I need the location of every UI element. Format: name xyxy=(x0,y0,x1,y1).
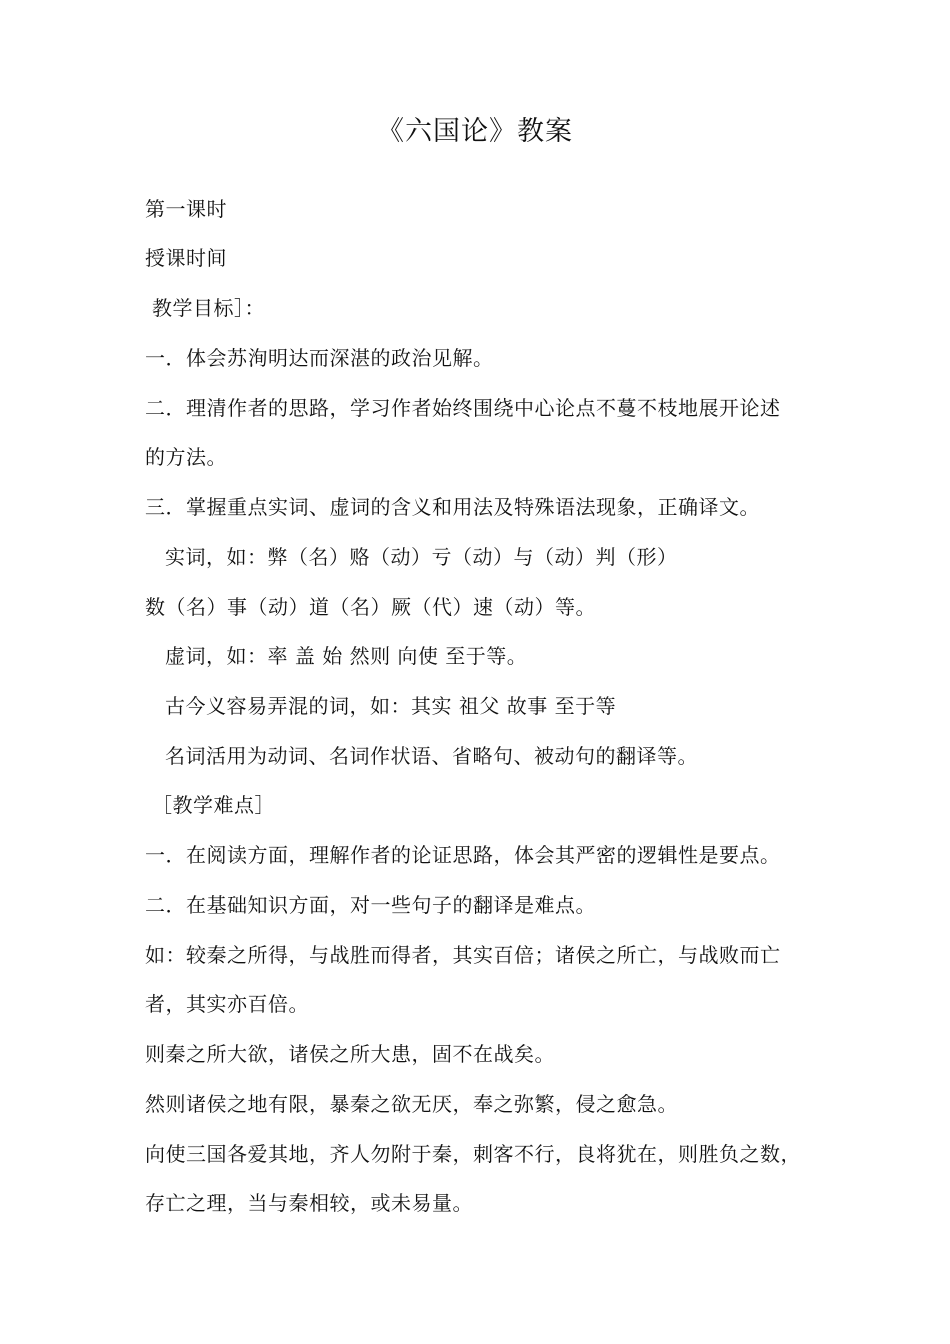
text-line-example-4-cont: 存亡之理，当与秦相较，或未易量。 xyxy=(145,1191,473,1215)
text-line-example-3: 然则诸侯之地有限，暴秦之欲无厌，奉之弥繁，侵之愈急。 xyxy=(145,1092,678,1116)
text-line-example-4: 向使三国各爱其地，齐人勿附于秦，刺客不行，良将犹在，则胜负之数， xyxy=(145,1142,801,1166)
text-line-objective-3: 三．掌握重点实词、虚词的含义和用法及特殊语法现象，正确译文。 xyxy=(145,495,760,519)
text-line-ancient-modern-words: 古今义容易弄混的词，如：其实 祖父 故事 至于等 xyxy=(165,694,617,718)
text-line-example-1: 如：较秦之所得，与战胜而得者，其实百倍；诸侯之所亡，与战败而亡 xyxy=(145,943,781,967)
text-line-lesson: 第一课时 xyxy=(145,197,227,221)
text-line-difficulty-2: 二．在基础知识方面，对一些句子的翻译是难点。 xyxy=(145,893,596,917)
text-line-time: 授课时间 xyxy=(145,246,227,270)
text-line-objective-2-cont: 的方法。 xyxy=(145,445,227,469)
document-title: 《六国论》教案 xyxy=(377,116,573,147)
text-line-objectives-heading: 教学目标］： xyxy=(152,296,265,320)
text-line-function-words: 虚词，如：率 盖 始 然则 向使 至于等。 xyxy=(165,644,528,668)
text-line-grammar: 名词活用为动词、名词作状语、省略句、被动句的翻译等。 xyxy=(165,744,698,768)
text-line-difficulties-heading: ［教学难点］ xyxy=(152,793,275,817)
text-line-example-1-cont: 者，其实亦百倍。 xyxy=(145,992,309,1016)
text-line-content-words: 实词，如：弊（名）赂（动）亏（动）与（动）判（形） xyxy=(165,545,678,569)
text-line-objective-1: 一．体会苏洵明达而深湛的政治见解。 xyxy=(145,346,494,370)
text-line-example-2: 则秦之所大欲，诸侯之所大患，固不在战矣。 xyxy=(145,1042,555,1066)
text-line-objective-2: 二．理清作者的思路，学习作者始终围绕中心论点不蔓不枝地展开论述 xyxy=(145,396,781,420)
text-line-content-words-cont: 数（名）事（动）道（名）厥（代）速（动）等。 xyxy=(145,595,596,619)
text-line-difficulty-1: 一．在阅读方面，理解作者的论证思路，体会其严密的逻辑性是要点。 xyxy=(145,843,781,867)
